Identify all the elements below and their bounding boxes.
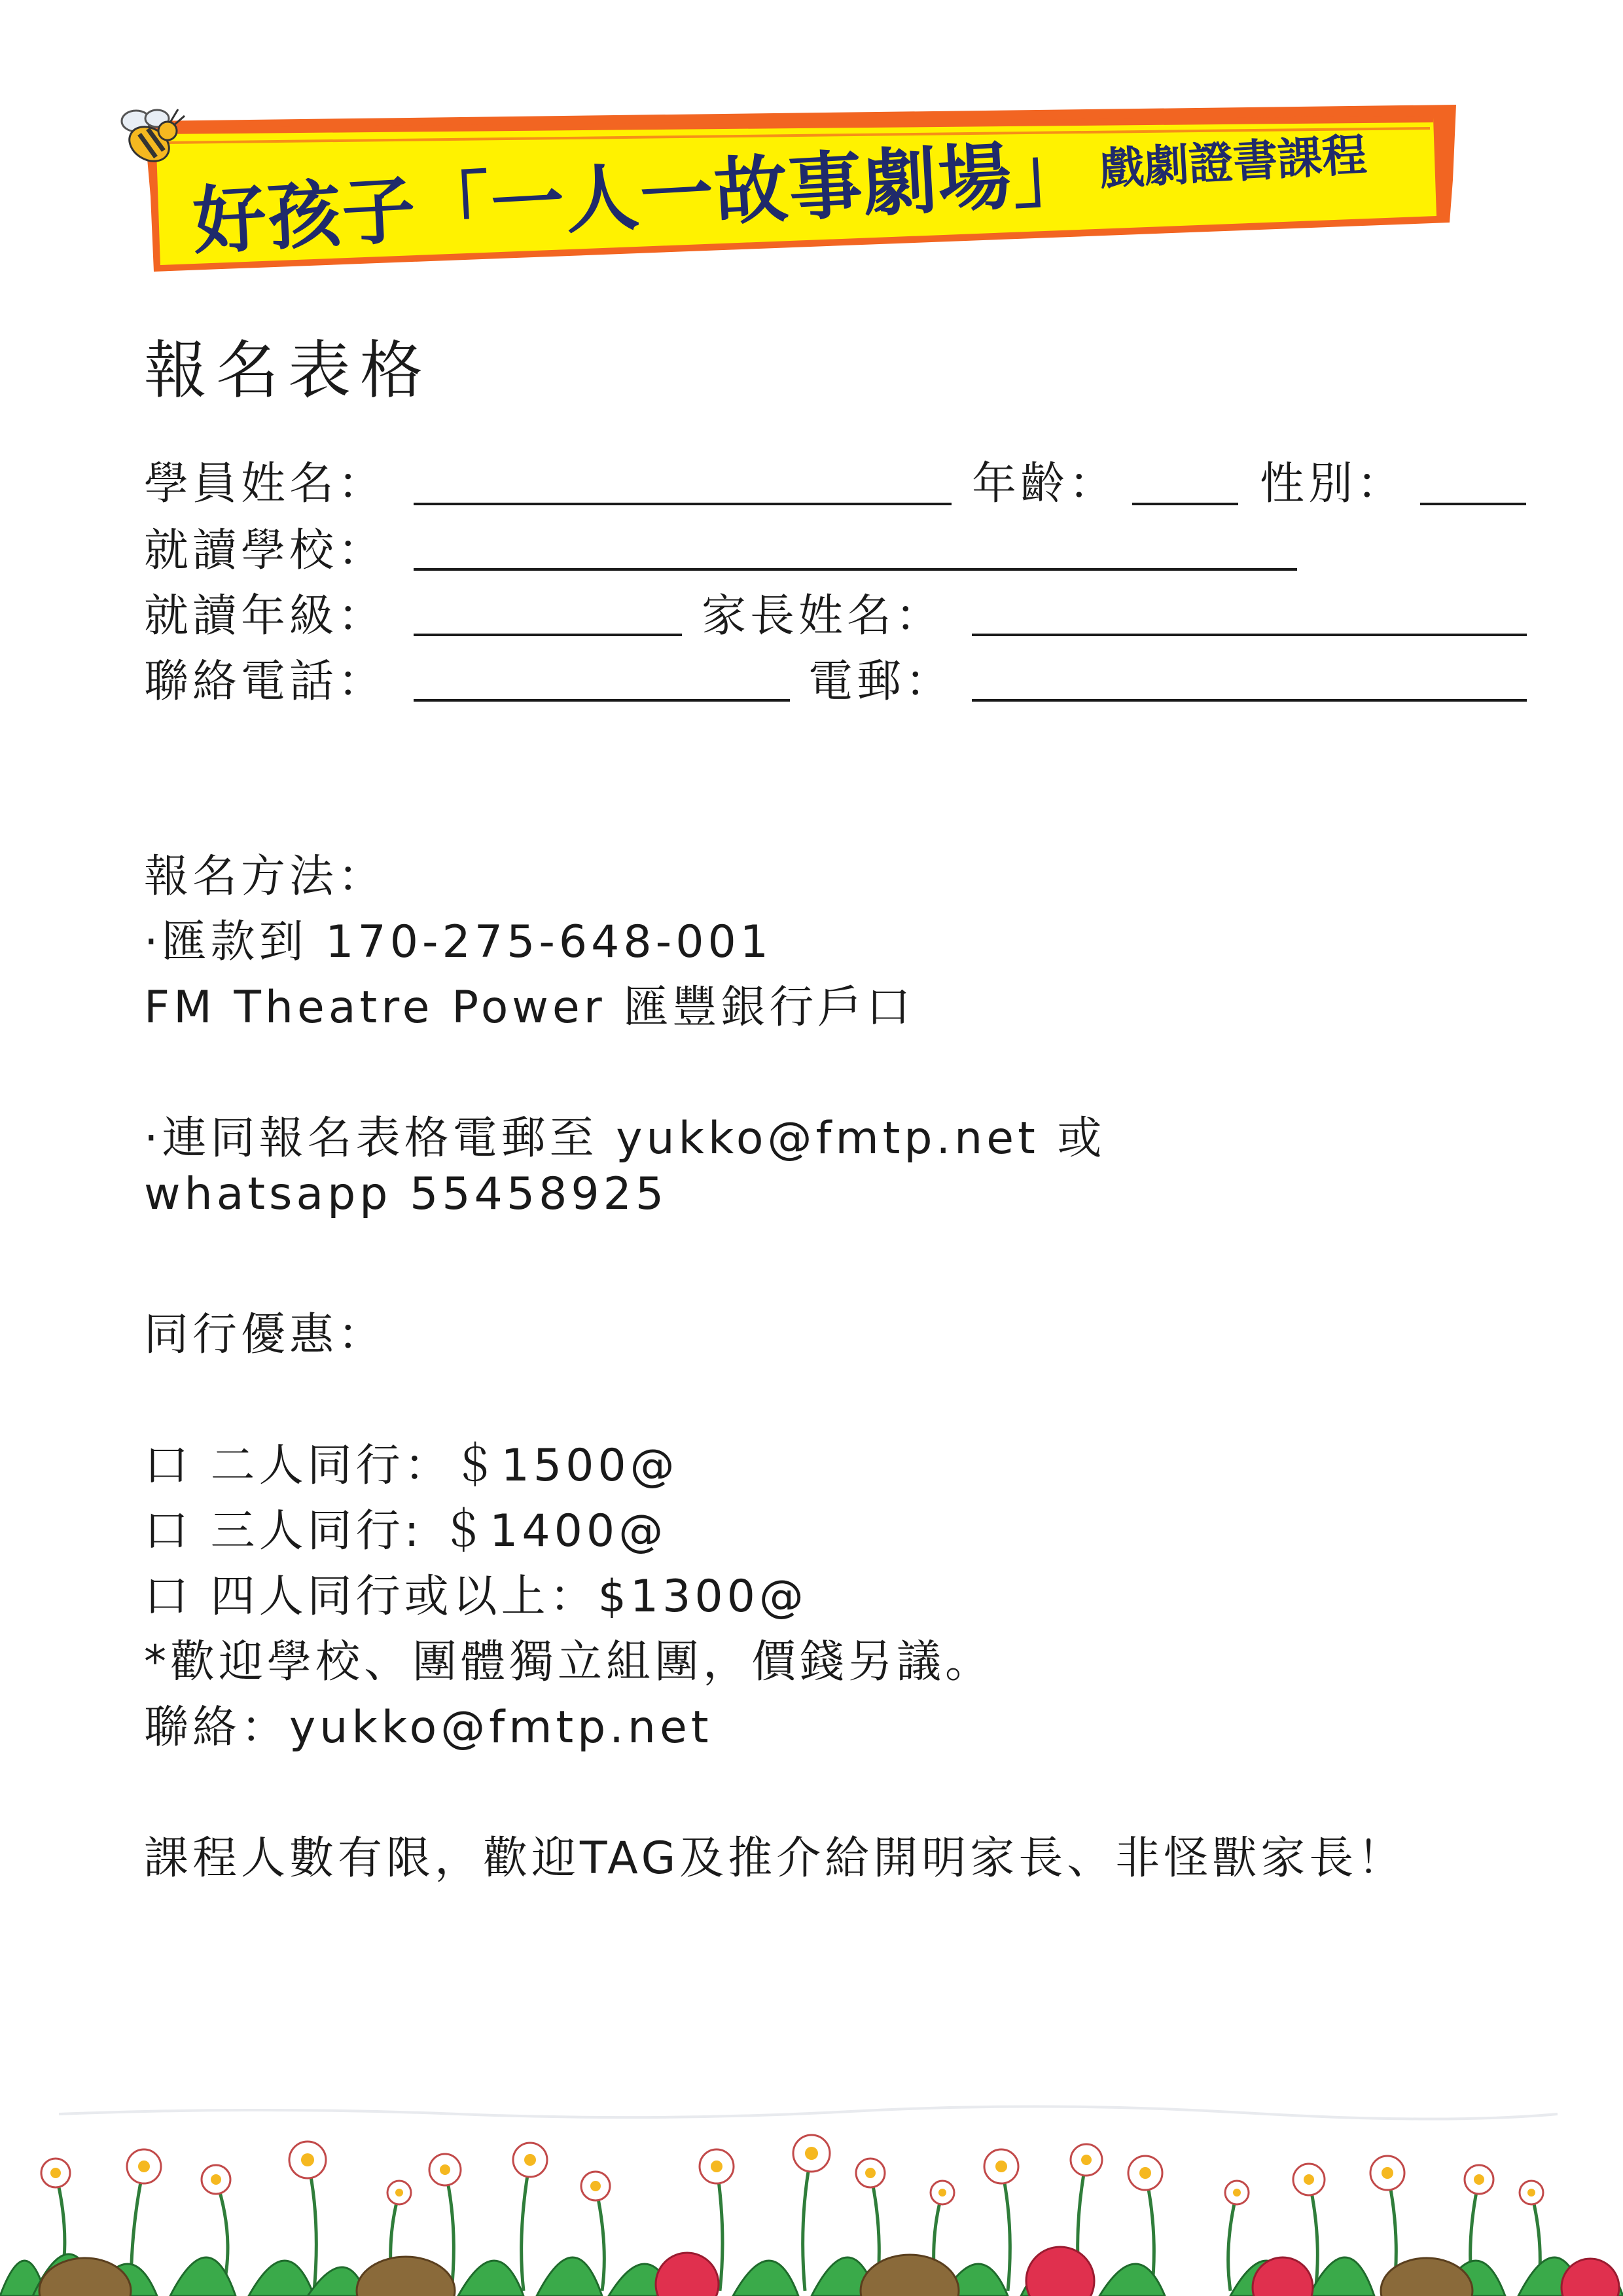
limited-places-note: 課程人數有限，歡迎TAG及推介給開明家長、非怪獸家長！ bbox=[144, 1833, 1406, 1884]
email-field[interactable] bbox=[972, 699, 1527, 702]
school-label: 就讀學校： bbox=[144, 525, 387, 577]
title-banner bbox=[105, 59, 1472, 295]
flower-border bbox=[0, 2094, 1623, 2296]
parent-name-field[interactable] bbox=[972, 634, 1527, 636]
bank-transfer-line: ·匯款到 170-275-648-001 bbox=[144, 916, 773, 968]
discount-option[interactable]: 口 三人同行: ＄1400@ bbox=[144, 1505, 668, 1557]
parent-name-label: 家長姓名： bbox=[702, 590, 944, 642]
email-instruction-line: ·連同報名表格電郵至 yukko@fmtp.net 或 bbox=[144, 1113, 1106, 1164]
discount-option[interactable]: 口 二人同行：＄1500@ bbox=[144, 1440, 679, 1492]
bee-icon bbox=[110, 101, 188, 173]
whatsapp-line: whatsapp 55458925 bbox=[144, 1168, 668, 1220]
phone-label: 聯絡電話： bbox=[144, 656, 387, 708]
group-note: *歡迎學校、團體獨立組團，價錢另議。 bbox=[144, 1636, 994, 1688]
student-name-field[interactable] bbox=[414, 503, 952, 505]
registration-label: 報名方法： bbox=[144, 851, 387, 903]
contact-line: 聯絡：yukko@fmtp.net bbox=[144, 1702, 713, 1753]
age-field[interactable] bbox=[1132, 503, 1238, 505]
grade-field[interactable] bbox=[414, 634, 682, 636]
discount-label: 同行優惠： bbox=[144, 1309, 387, 1361]
gender-label: 性別： bbox=[1260, 458, 1406, 510]
course-subtitle: 戲劇證書課程 bbox=[1098, 129, 1368, 196]
school-field[interactable] bbox=[414, 568, 1297, 571]
phone-field[interactable] bbox=[414, 699, 790, 702]
student-name-label: 學員姓名： bbox=[144, 458, 387, 510]
course-title: 好孩子「一人一故事劇場」 bbox=[190, 130, 1090, 265]
discount-option[interactable]: 口 四人同行或以上：$1300@ bbox=[144, 1571, 808, 1623]
gender-field[interactable] bbox=[1420, 503, 1526, 505]
form-heading: 報名表格 bbox=[144, 334, 432, 407]
bank-account-line: FM Theatre Power 匯豐銀行戶口 bbox=[144, 982, 915, 1033]
email-label: 電郵： bbox=[808, 656, 954, 708]
grade-label: 就讀年級： bbox=[144, 590, 387, 642]
age-label: 年齡： bbox=[972, 458, 1118, 510]
